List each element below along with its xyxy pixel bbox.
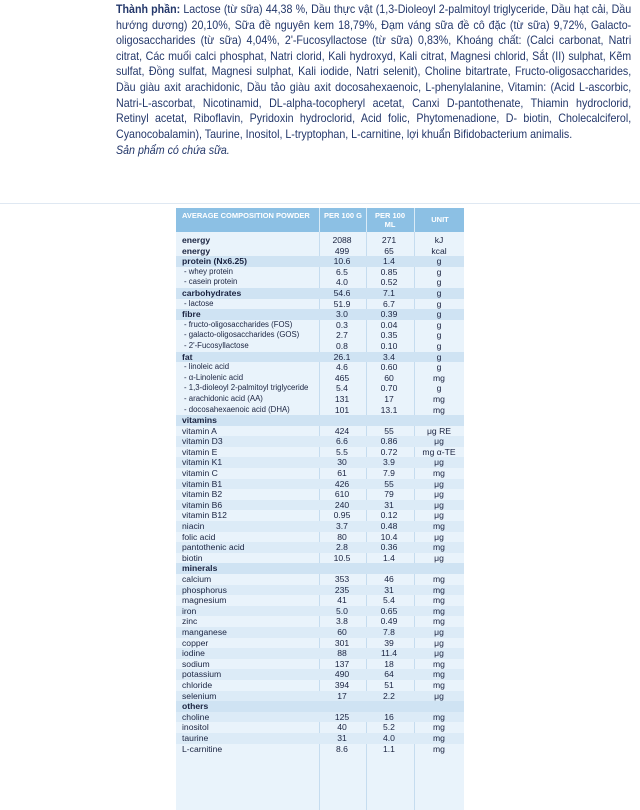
unit-value: g [436, 298, 442, 309]
table-row [176, 563, 464, 574]
table-row [176, 373, 464, 384]
table-row [176, 553, 464, 564]
per-100g-value: 17 [337, 690, 347, 701]
per-100ml-value: 4.0 [383, 732, 395, 743]
per-100g-value: 61 [337, 468, 347, 479]
unit-value: μg [434, 478, 444, 489]
per-100ml-value: 5.2 [383, 722, 395, 733]
per-100g-value: 125 [334, 711, 350, 722]
per-100g-value: 426 [334, 478, 350, 489]
per-100g-value: 3.0 [336, 309, 348, 320]
per-100g-value: 301 [334, 637, 350, 648]
table-row [176, 330, 464, 341]
row-label: - arachidonic acid (AA) [184, 393, 263, 403]
row-label: taurine [182, 732, 209, 743]
header-composition: AVERAGE COMPOSITION POWDER [182, 211, 310, 220]
per-100g-value: 490 [334, 669, 350, 680]
row-label: - 1,3-dioleoyl 2-palmitoyl triglyceride [184, 383, 309, 393]
per-100ml-value: 0.35 [380, 330, 398, 341]
per-100ml-value: 5.4 [383, 595, 395, 606]
nutrition-table [176, 208, 464, 810]
unit-value: mg [433, 584, 445, 595]
table-row [176, 542, 464, 553]
per-100g-value: 30 [337, 457, 347, 468]
table-row [176, 426, 464, 437]
table-row [176, 606, 464, 617]
unit-value: kcal [431, 245, 447, 256]
per-100ml-value: 7.1 [383, 287, 395, 298]
per-100ml-value: 16 [384, 711, 394, 722]
per-100ml-value: 0.48 [380, 521, 398, 532]
per-100ml-value: 39 [384, 637, 394, 648]
unit-value: kJ [434, 235, 444, 245]
per-100ml-value: 11.4 [380, 648, 398, 659]
table-row [176, 500, 464, 511]
ingredients-panel [0, 0, 640, 204]
row-label: vitamin C [182, 468, 218, 479]
per-100ml-value: 55 [384, 478, 394, 489]
per-100ml-value: 17 [384, 393, 394, 404]
per-100g-value: 0.3 [336, 319, 348, 330]
per-100ml-value: 0.36 [380, 542, 398, 553]
unit-value: mg [433, 574, 445, 584]
table-row [176, 362, 464, 373]
per-100g-value: 499 [334, 245, 350, 256]
per-100g-value: 5.0 [336, 605, 348, 616]
table-row [176, 701, 464, 712]
per-100g-value: 6.6 [336, 436, 348, 447]
per-100g-value: 2088 [332, 235, 352, 245]
per-100g-value: 80 [337, 531, 347, 542]
unit-value: g [436, 351, 442, 362]
row-label: - galacto-oligosaccharides (GOS) [184, 330, 300, 340]
per-100g-value: 3.8 [336, 616, 348, 627]
unit-value: μg [434, 510, 444, 521]
nutrition-rows [176, 235, 464, 754]
table-row [176, 394, 464, 405]
unit-value: g [436, 330, 442, 341]
per-100g-value: 0.8 [336, 340, 348, 351]
per-100ml-value: 0.49 [380, 616, 398, 627]
per-100ml-value: 0.04 [380, 319, 398, 330]
table-row [176, 733, 464, 744]
row-label: selenium [182, 690, 217, 701]
row-label: minerals [182, 563, 218, 574]
per-100ml-value: 46 [384, 574, 394, 584]
table-row [176, 627, 464, 638]
table-row [176, 479, 464, 490]
row-label: - lactose [184, 298, 214, 308]
row-label: magnesium [182, 595, 227, 606]
per-100ml-value: 3.9 [383, 457, 395, 468]
unit-value: mg [433, 468, 445, 479]
allergen-note: Sản phẩm có chứa sữa. [116, 144, 230, 158]
row-label: calcium [182, 574, 212, 584]
unit-value: mg [433, 595, 445, 606]
unit-value: mg [433, 722, 445, 733]
header-per-100ml: PER 100 ML [374, 211, 406, 229]
row-label: pantothenic acid [182, 542, 245, 553]
row-label: others [182, 701, 209, 712]
table-row [176, 648, 464, 659]
nutrition-table-header [176, 208, 464, 232]
per-100ml-value: 0.60 [380, 362, 398, 373]
table-row [176, 616, 464, 627]
per-100g-value: 4.0 [336, 277, 348, 288]
unit-value: μg [434, 690, 444, 701]
row-label: potassium [182, 669, 222, 680]
row-label: fibre [182, 309, 201, 320]
per-100g-value: 353 [334, 574, 350, 584]
ingredients-text [116, 2, 631, 159]
per-100g-value: 465 [334, 372, 350, 383]
per-100ml-value: 7.8 [383, 626, 395, 637]
per-100g-value: 31 [337, 732, 347, 743]
per-100g-value: 10.6 [333, 256, 351, 267]
per-100g-value: 40 [337, 722, 347, 733]
table-row [176, 712, 464, 723]
row-label: biotin [182, 552, 203, 563]
per-100ml-value: 51 [384, 679, 394, 690]
per-100g-value: 54.6 [333, 287, 351, 298]
per-100ml-value: 64 [384, 669, 394, 680]
unit-value: g [436, 256, 442, 267]
per-100ml-value: 10.4 [380, 531, 398, 542]
per-100g-value: 131 [334, 393, 350, 404]
unit-value: mg [433, 521, 445, 532]
row-label: vitamin B12 [182, 510, 227, 521]
per-100ml-value: 7.9 [383, 468, 395, 479]
row-label: energy [182, 245, 211, 256]
unit-value: μg RE [426, 425, 452, 436]
table-row [176, 320, 464, 331]
table-row [176, 299, 464, 310]
table-row [176, 341, 464, 352]
row-label: - casein protein [184, 277, 238, 287]
table-row [176, 267, 464, 278]
unit-value: g [436, 277, 442, 288]
per-100ml-value: 0.65 [380, 605, 398, 616]
row-label: - linoleic acid [184, 362, 230, 372]
per-100ml-value: 1.1 [383, 743, 395, 754]
unit-value: mg α-TE [422, 446, 456, 457]
table-row [176, 691, 464, 702]
row-label: - docosahexaenoic acid (DHA) [184, 404, 290, 414]
per-100g-value: 235 [334, 584, 350, 595]
per-100ml-value: 65 [384, 245, 394, 256]
unit-value: μg [434, 648, 444, 659]
row-label: - α-Linolenic acid [184, 372, 244, 382]
table-row [176, 744, 464, 755]
header-unit: UNIT [431, 215, 449, 224]
unit-value: mg [433, 393, 445, 404]
row-label: vitamin E [182, 446, 218, 457]
row-label: iron [182, 605, 197, 616]
unit-value: mg [433, 743, 445, 754]
per-100ml-value: 0.39 [380, 309, 398, 320]
row-label: phosphorus [182, 584, 227, 595]
per-100ml-value: 0.70 [380, 383, 398, 394]
table-row [176, 532, 464, 543]
per-100ml-value: 3.4 [383, 351, 395, 362]
unit-value: mg [433, 669, 445, 680]
row-label: - fructo-oligosaccharides (FOS) [184, 319, 293, 329]
per-100g-value: 88 [337, 648, 347, 659]
unit-value: μg [434, 489, 444, 500]
per-100g-value: 424 [334, 425, 350, 436]
per-100g-value: 26.1 [333, 351, 351, 362]
unit-value: mg [433, 732, 445, 743]
per-100ml-value: 0.85 [380, 266, 398, 277]
unit-value: μg [434, 531, 444, 542]
table-row [176, 468, 464, 479]
row-label: chloride [182, 679, 213, 690]
per-100g-value: 51.9 [333, 298, 351, 309]
row-label: vitamin D3 [182, 436, 223, 447]
per-100g-value: 240 [334, 499, 350, 510]
per-100g-value: 5.5 [336, 446, 348, 457]
per-100ml-value: 0.72 [380, 446, 398, 457]
row-label: folic acid [182, 531, 216, 542]
row-label: sodium [182, 658, 210, 669]
row-label: fat [182, 351, 193, 362]
unit-value: g [436, 362, 442, 373]
row-label: vitamin B1 [182, 478, 223, 489]
unit-value: mg [433, 658, 445, 669]
per-100ml-value: 1.4 [383, 552, 395, 563]
unit-value: g [436, 319, 442, 330]
per-100ml-value: 0.10 [380, 340, 398, 351]
table-row [176, 574, 464, 585]
table-row [176, 669, 464, 680]
row-label: inositol [182, 722, 209, 733]
unit-value: mg [433, 542, 445, 553]
per-100ml-value: 0.52 [380, 277, 398, 288]
table-row [176, 638, 464, 649]
per-100g-value: 2.7 [336, 330, 348, 341]
table-row [176, 595, 464, 606]
row-label: manganese [182, 626, 227, 637]
row-label: carbohydrates [182, 287, 242, 298]
table-row [176, 457, 464, 468]
per-100g-value: 4.6 [336, 362, 348, 373]
row-label: vitamin A [182, 425, 217, 436]
header-per-100g: PER 100 G [324, 211, 362, 220]
per-100ml-value: 31 [384, 584, 394, 595]
table-row [176, 722, 464, 733]
row-label: energy [182, 235, 211, 245]
per-100ml-value: 18 [384, 658, 394, 669]
unit-value: μg [434, 626, 444, 637]
row-label: vitamins [182, 415, 217, 426]
unit-value: mg [433, 711, 445, 722]
per-100g-value: 0.95 [333, 510, 351, 521]
per-100ml-value: 0.12 [380, 510, 398, 521]
table-row [176, 383, 464, 394]
unit-value: mg [433, 372, 445, 383]
per-100g-value: 6.5 [336, 266, 348, 277]
table-row [176, 256, 464, 267]
row-label: choline [182, 711, 210, 722]
per-100ml-value: 60 [384, 372, 394, 383]
unit-value: mg [433, 679, 445, 690]
ingredients-body: Lactose (từ sữa) 44,38 %, Dầu thực vật (1,3-Dioleoyl 2-palmitoyl triglyceride, Dầu hạt cải, Dầu hướng dương) 20,10%, Sữa đề nguyên kem 18,79%, Đạm váng sữa đề cô đặc (từ sữa) 9,72%, Galacto-oligosaccharides (từ sữa) 4,04%, 2'-Fucosyllactose (từ sữa) 0,83%, Khoáng chất: (Calci carbonat, Natri citrat, Các muối calci phosphat, Natri clorid, Kali hydroxyd, Kali citrat, Magnesi chlorid, Sắt (II) sulphat, Kẽm sulfat, Đồng sulfat, Magnesi sulphat, Kali iodide, Natri selenit), Choline bitartrate, Fructo-oligosaccharides, Dầu giàu axit arachidonic, Dầu tảo giàu axit docosahexaenoic, L-phenylalanine, Vitamin: (Acid L-ascorbic, Natri-L-ascorbat, Nicotinamid, DL-alpha-tocopheryl acetat, Canxi D-pantothenate, Thiamin hydroclorid, Retinyl acetat, Riboflavin, Pyridoxin hydroclorid, Acid folic, Phytomenadione, D- biotin, Cholecalciferol, Cyanocobalamin), Taurine, Inositol, L-tryptophan, L-carnitine, lợi khuẩn Bifidobacterium animalis. [116, 3, 632, 141]
per-100ml-value: 79 [384, 489, 394, 500]
table-row [176, 510, 464, 521]
row-label: niacin [182, 521, 205, 532]
per-100g-value: 5.4 [336, 383, 348, 394]
per-100g-value: 3.7 [336, 521, 348, 532]
table-row [176, 659, 464, 670]
unit-value: mg [433, 605, 445, 616]
row-label: L-carnitine [182, 743, 223, 754]
unit-value: μg [434, 637, 444, 648]
table-row [176, 585, 464, 596]
per-100ml-value: 13.1 [380, 404, 398, 415]
row-label: - whey protein [184, 266, 233, 276]
table-row [176, 405, 464, 416]
per-100g-value: 60 [337, 626, 347, 637]
unit-value: g [436, 309, 442, 320]
row-label: - 2'-Fucosyllactose [184, 340, 249, 350]
per-100ml-value: 55 [384, 425, 394, 436]
per-100g-value: 8.6 [336, 743, 348, 754]
per-100ml-value: 6.7 [383, 298, 395, 309]
unit-value: μg [434, 457, 444, 468]
per-100ml-value: 271 [381, 235, 397, 245]
per-100g-value: 610 [334, 489, 350, 500]
per-100ml-value: 31 [384, 499, 394, 510]
row-label: vitamin K1 [182, 457, 223, 468]
unit-value: mg [433, 616, 445, 627]
unit-value: μg [434, 499, 444, 510]
per-100ml-value: 1.4 [383, 256, 395, 267]
per-100g-value: 41 [337, 595, 347, 606]
per-100g-value: 137 [334, 658, 350, 669]
unit-value: μg [434, 436, 444, 447]
table-row [176, 680, 464, 691]
table-row [176, 489, 464, 500]
row-label: zinc [182, 616, 198, 627]
table-row [176, 436, 464, 447]
per-100ml-value: 2.2 [383, 690, 395, 701]
unit-value: μg [434, 552, 444, 563]
table-row [176, 288, 464, 299]
unit-value: mg [433, 404, 445, 415]
ingredients-heading: Thành phần: [116, 3, 181, 16]
table-row [176, 309, 464, 320]
table-row [176, 246, 464, 257]
per-100g-value: 10.5 [333, 552, 351, 563]
table-row [176, 447, 464, 458]
per-100g-value: 2.8 [336, 542, 348, 553]
row-label: vitamin B2 [182, 489, 223, 500]
unit-value: g [436, 383, 442, 394]
table-row [176, 235, 464, 246]
unit-value: g [436, 340, 442, 351]
per-100g-value: 394 [334, 679, 350, 690]
row-label: vitamin B6 [182, 499, 223, 510]
unit-value: g [436, 287, 442, 298]
table-row [176, 521, 464, 532]
table-row [176, 415, 464, 426]
unit-value: g [436, 266, 442, 277]
per-100ml-value: 0.86 [380, 436, 398, 447]
row-label: iodine [182, 648, 205, 659]
per-100g-value: 101 [334, 404, 350, 415]
row-label: copper [182, 637, 209, 648]
table-row [176, 352, 464, 363]
table-row [176, 277, 464, 288]
row-label: protein (Nx6.25) [182, 256, 247, 267]
